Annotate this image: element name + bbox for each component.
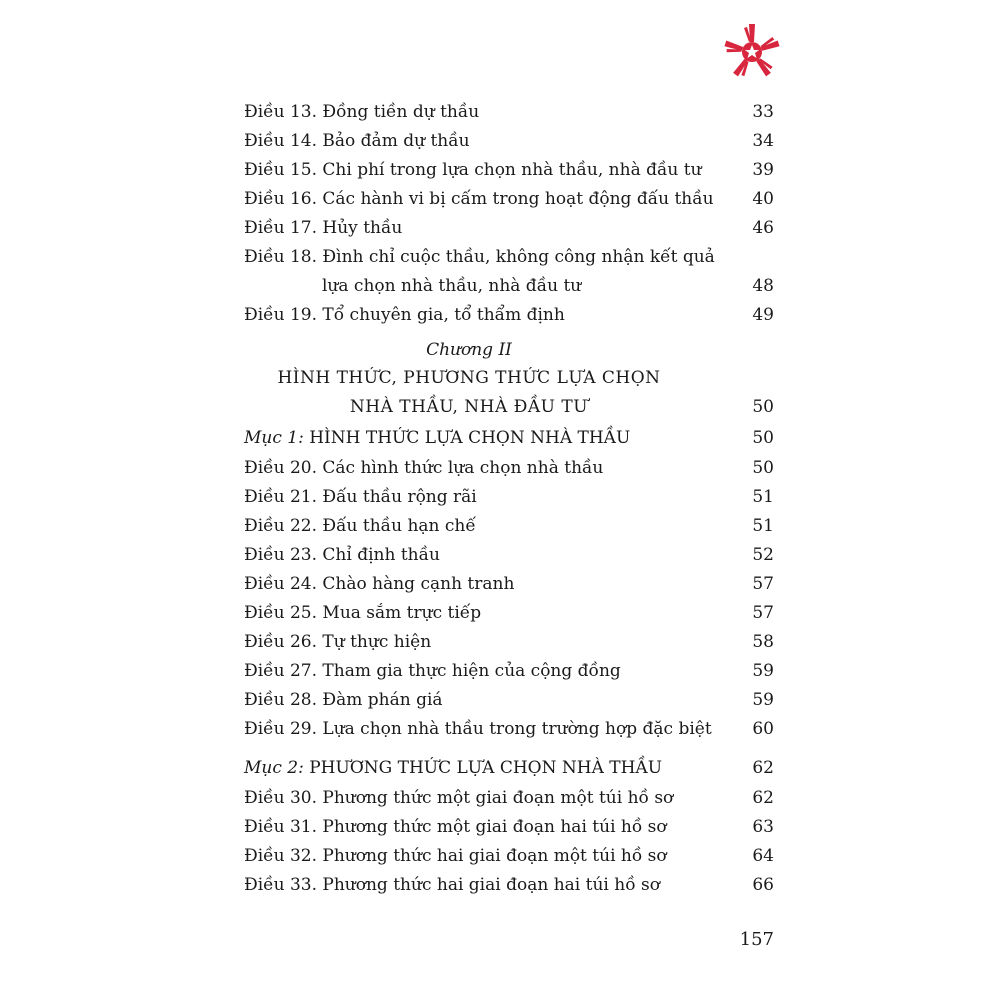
toc-entry [244, 599, 774, 628]
toc-entry [244, 483, 774, 512]
toc-entry [244, 301, 774, 330]
toc-entry [244, 243, 774, 272]
section-page-number: 62 [752, 758, 774, 778]
entry-page-number: 66 [752, 875, 774, 895]
toc-entry [244, 156, 774, 185]
publisher-star-logo-icon [722, 22, 782, 82]
section-heading [244, 422, 774, 454]
toc-entry [244, 185, 774, 214]
entry-label: Điều 21. Đấu thầu rộng rãi [244, 487, 477, 507]
entry-page-number: 51 [752, 516, 774, 536]
toc-entry [244, 214, 774, 243]
entry-page-number: 64 [752, 846, 774, 866]
section-heading [244, 752, 774, 784]
section-label [244, 422, 630, 454]
chapter-label: Chương II [426, 340, 512, 360]
toc-entry [244, 686, 774, 715]
entry-page-number: 57 [752, 574, 774, 594]
toc-entry [244, 541, 774, 570]
entry-page-number: 57 [752, 603, 774, 623]
entry-page-number: 39 [752, 160, 774, 180]
chapter-heading [244, 330, 774, 364]
section-title: PHƯƠNG THỨC LỰA CHỌN NHÀ THẦU [303, 758, 663, 778]
section-page-number: 50 [752, 428, 774, 448]
entry-label: Điều 26. Tự thực hiện [244, 632, 432, 652]
entry-page-number: 59 [752, 661, 774, 681]
entry-page-number: 62 [752, 788, 774, 808]
page-number: 157 [739, 929, 774, 950]
entry-label: Điều 20. Các hình thức lựa chọn nhà thầu [244, 458, 604, 478]
entry-label: Điều 27. Tham gia thực hiện của cộng đồng [244, 661, 621, 681]
entry-label: Điều 15. Chi phí trong lựa chọn nhà thầu, nhà đầu tư [244, 160, 702, 180]
entry-label: Điều 32. Phương thức hai giai đoạn một túi hồ sơ [244, 846, 667, 866]
entry-page-number: 60 [752, 719, 774, 739]
entry-page-number: 49 [752, 305, 774, 325]
toc-entry [244, 871, 774, 900]
entry-label: Điều 19. Tổ chuyên gia, tổ thẩm định [244, 305, 565, 325]
toc-entry [244, 98, 774, 127]
entry-page-number: 33 [752, 102, 774, 122]
entry-page-number: 58 [752, 632, 774, 652]
entry-page-number: 46 [752, 218, 774, 238]
toc-entry [244, 813, 774, 842]
toc-entry [244, 657, 774, 686]
toc-entry-continuation [244, 272, 774, 301]
entry-label: Điều 22. Đấu thầu hạn chế [244, 516, 476, 536]
entry-label-line1: Điều 18. Đình chỉ cuộc thầu, không công nhận kết quả [244, 247, 715, 267]
toc-entry [244, 715, 774, 744]
entry-page-number: 59 [752, 690, 774, 710]
entry-label: Điều 33. Phương thức hai giai đoạn hai túi hồ sơ [244, 875, 660, 895]
section-prefix: Mục 2: [244, 758, 304, 778]
entry-label: Điều 23. Chỉ định thầu [244, 545, 440, 565]
entry-page-number: 48 [752, 276, 774, 296]
section-label [244, 752, 662, 784]
chapter-title-line2: NHÀ THẦU, NHÀ ĐẦU TƯ [349, 397, 589, 417]
entry-page-number: 40 [752, 189, 774, 209]
toc-entry [244, 512, 774, 541]
entry-label: Điều 24. Chào hàng cạnh tranh [244, 574, 515, 594]
toc-entry [244, 454, 774, 483]
entry-page-number: 63 [752, 817, 774, 837]
chapter-title-row [244, 364, 774, 393]
entry-label-line2: lựa chọn nhà thầu, nhà đầu tư [322, 276, 582, 296]
toc-entry [244, 628, 774, 657]
entry-page-number: 51 [752, 487, 774, 507]
chapter-title-row [244, 393, 774, 422]
entry-label: Điều 14. Bảo đảm dự thầu [244, 131, 470, 151]
entry-label: Điều 16. Các hành vi bị cấm trong hoạt động đấu thầu [244, 189, 714, 209]
entry-label: Điều 25. Mua sắm trực tiếp [244, 603, 482, 623]
entry-page-number: 50 [752, 458, 774, 478]
table-of-contents [244, 98, 774, 900]
entry-label: Điều 13. Đồng tiền dự thầu [244, 102, 480, 122]
chapter-page-number: 50 [752, 397, 774, 417]
section-prefix: Mục 1: [244, 428, 304, 448]
chapter-title-line1: HÌNH THỨC, PHƯƠNG THỨC LỰA CHỌN [277, 368, 661, 388]
toc-entry [244, 570, 774, 599]
entry-label: Điều 28. Đàm phán giá [244, 690, 443, 710]
entry-page-number: 34 [752, 131, 774, 151]
entry-label: Điều 29. Lựa chọn nhà thầu trong trường hợp đặc biệt [244, 719, 712, 739]
entry-page-number: 52 [752, 545, 774, 565]
entry-label: Điều 31. Phương thức một giai đoạn hai túi hồ sơ [244, 817, 667, 837]
toc-entry [244, 842, 774, 871]
toc-entry [244, 127, 774, 156]
section-title: HÌNH THỨC LỰA CHỌN NHÀ THẦU [303, 428, 631, 448]
toc-entry [244, 784, 774, 813]
entry-label: Điều 17. Hủy thầu [244, 218, 403, 238]
entry-label: Điều 30. Phương thức một giai đoạn một túi hồ sơ [244, 788, 674, 808]
